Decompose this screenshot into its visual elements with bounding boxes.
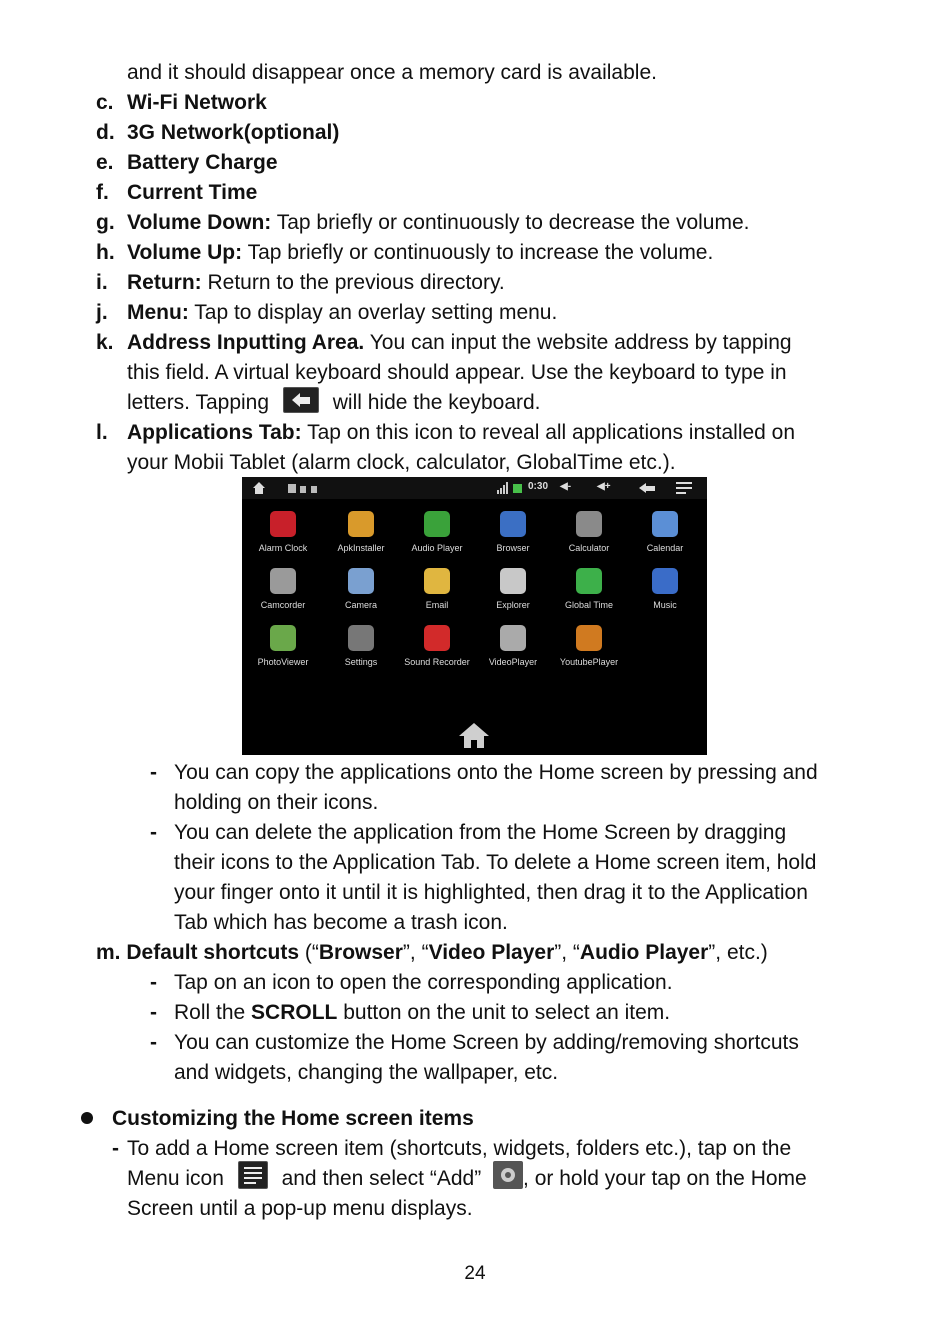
app-icon: [424, 625, 450, 651]
menu-icon: [238, 1161, 268, 1189]
app-icon: [348, 625, 374, 651]
battery-icon: [513, 484, 522, 493]
status-time: 0:30: [528, 481, 549, 492]
app-icon-tile[interactable]: [244, 511, 322, 553]
volume-down-icon: ◀-: [560, 481, 572, 492]
item-letter: c.: [96, 91, 114, 114]
punct: (“: [299, 941, 319, 964]
app-label: PhotoViewer: [257, 657, 309, 667]
item-title: Wi-Fi Network: [127, 91, 267, 114]
item-text: will hide the keyboard.: [332, 391, 541, 414]
item-text: this field. A virtual keyboard should appear. Use the keyboard to type in: [127, 361, 787, 384]
item-letter: i.: [96, 271, 108, 294]
app-icon-tile[interactable]: [474, 625, 552, 667]
app-label: Sound Recorder: [404, 657, 470, 667]
app-icon: [576, 625, 602, 651]
app-icon-tile[interactable]: [474, 568, 552, 610]
status-bar: [242, 477, 707, 499]
section-text: Screen until a pop-up menu displays.: [127, 1197, 473, 1220]
section-text: To add a Home screen item (shortcuts, widgets, folders etc.), tap on the: [127, 1137, 792, 1160]
item-letter: g.: [96, 211, 115, 234]
item-title: Volume Down:: [127, 211, 272, 234]
note-text: and widgets, changing the wallpaper, etc.: [174, 1061, 559, 1084]
note-text: Roll the: [174, 1001, 252, 1024]
item-title: Battery Charge: [127, 151, 278, 174]
note-text: You can customize the Home Screen by adding/removing shortcuts: [174, 1031, 799, 1054]
item-text: Tap briefly or continuously to decrease the volume.: [271, 211, 750, 234]
notification-icons: [288, 484, 328, 493]
item-title: Menu:: [127, 301, 189, 324]
app-icon: [576, 511, 602, 537]
app-icon-tile[interactable]: [398, 511, 476, 553]
punct: ”, “: [402, 941, 429, 964]
item-text: Tap briefly or continuously to increase the volume.: [242, 241, 714, 264]
page-number: 24: [464, 1263, 486, 1284]
app-icon: [424, 511, 450, 537]
app-icon: [424, 568, 450, 594]
app-label: Email: [425, 600, 449, 610]
app-icon: [652, 568, 678, 594]
app-icon: [348, 511, 374, 537]
app-label: Camera: [344, 600, 377, 610]
note-text: holding on their icons.: [174, 791, 379, 814]
app-icon: [270, 568, 296, 594]
app-label: Camcorder: [260, 600, 306, 610]
home-icon: [457, 721, 491, 749]
item-letter: h.: [96, 241, 115, 264]
app-label: Explorer: [496, 600, 530, 610]
section-text: , or hold your tap on the Home: [523, 1167, 807, 1190]
app-icon-tile[interactable]: [322, 625, 400, 667]
app-icon-tile[interactable]: [398, 568, 476, 610]
volume-up-icon: ◀+: [597, 481, 611, 492]
app-icon-tile[interactable]: [398, 625, 476, 667]
item-letter: m.: [96, 941, 121, 964]
app-label: Global Time: [564, 600, 614, 610]
add-icon: [493, 1161, 523, 1189]
app-label: Calendar: [646, 543, 684, 553]
home-icon: [252, 481, 266, 495]
note-text: your finger onto it until it is highlighted, then drag it to the Application: [174, 881, 808, 904]
item-title: Default shortcuts: [126, 941, 300, 964]
app-icon-tile[interactable]: [550, 625, 628, 667]
app-icon-tile[interactable]: [474, 511, 552, 553]
app-icon: [270, 625, 296, 651]
app-label: Calculator: [568, 543, 610, 553]
dash: -: [150, 1001, 157, 1024]
app-icon-tile[interactable]: [550, 568, 628, 610]
dash: -: [150, 761, 157, 784]
item-text: You can input the website address by tapping: [364, 331, 792, 354]
item-title: Address Inputting Area.: [127, 331, 365, 354]
section-heading: Customizing the Home screen items: [112, 1107, 474, 1130]
app-icon-tile[interactable]: [322, 511, 400, 553]
note-text: Tab which has become a trash icon.: [174, 911, 508, 934]
note-text: button on the unit to select an item.: [337, 1001, 671, 1024]
return-icon: [283, 387, 319, 413]
item-text: letters. Tapping: [127, 391, 270, 414]
app-icon-tile[interactable]: [626, 568, 704, 610]
wifi-icon: [497, 482, 509, 494]
app-icon-tile[interactable]: [550, 511, 628, 553]
app-label: Music: [653, 600, 677, 610]
item-letter: d.: [96, 121, 115, 144]
app-label: VideoPlayer: [488, 657, 538, 667]
app-icon-tile[interactable]: [322, 568, 400, 610]
app-icon: [576, 568, 602, 594]
item-title: Applications Tab:: [127, 421, 302, 444]
scroll-label: SCROLL: [251, 1001, 338, 1024]
item-text: Tap on this icon to reveal all applications installed on: [301, 421, 796, 444]
item-title: Volume Up:: [127, 241, 243, 264]
dash: -: [150, 971, 157, 994]
bullet-icon: [81, 1112, 93, 1124]
intro-line: and it should disappear once a memory card is available.: [127, 61, 657, 84]
item-letter: k.: [96, 331, 114, 354]
item-letter: j.: [96, 301, 108, 324]
section-text: Menu icon: [127, 1167, 224, 1190]
app-label: Audio Player: [411, 543, 463, 553]
dash: -: [150, 821, 157, 844]
applications-screenshot: [242, 477, 707, 755]
note-text: Tap on an icon to open the corresponding application.: [174, 971, 673, 994]
note-text: You can copy the applications onto the Home screen by pressing and: [174, 761, 818, 784]
back-icon: [638, 482, 656, 494]
item-letter: l.: [96, 421, 108, 444]
app-icon: [652, 511, 678, 537]
app-icon-tile[interactable]: [626, 511, 704, 553]
item-letter: f.: [96, 181, 109, 204]
item-title: 3G Network(optional): [127, 121, 340, 144]
punct: ”, “: [554, 941, 580, 964]
note-text: You can delete the application from the Home Screen by dragging: [174, 821, 787, 844]
menu-icon: [676, 482, 692, 494]
app-icon: [500, 625, 526, 651]
dash: -: [150, 1031, 157, 1054]
shortcut-name: Browser: [318, 941, 403, 964]
app-label: Alarm Clock: [258, 543, 308, 553]
app-label: Settings: [344, 657, 378, 667]
shortcut-name: Audio Player: [579, 941, 709, 964]
app-icon: [500, 568, 526, 594]
app-icon-tile[interactable]: [244, 568, 322, 610]
note-text: their icons to the Application Tab. To delete a Home screen item, hold: [174, 851, 817, 874]
section-text: and then select “Add”: [281, 1167, 482, 1190]
app-icon: [270, 511, 296, 537]
app-label: Browser: [496, 543, 530, 553]
app-label: YoutubePlayer: [559, 657, 619, 667]
item-text: Return to the previous directory.: [201, 271, 505, 294]
item-title: Return:: [127, 271, 202, 294]
item-text: Tap to display an overlay setting menu.: [188, 301, 558, 324]
shortcut-name: Video Player: [428, 941, 555, 964]
app-label: ApkInstaller: [337, 543, 385, 553]
item-text: your Mobii Tablet (alarm clock, calculator, GlobalTime etc.).: [127, 451, 676, 474]
app-icon-tile[interactable]: [244, 625, 322, 667]
dash: -: [112, 1137, 119, 1160]
app-icon: [348, 568, 374, 594]
item-letter: e.: [96, 151, 114, 174]
item-title: Current Time: [127, 181, 258, 204]
punct: ”, etc.): [708, 941, 768, 964]
app-icon: [500, 511, 526, 537]
